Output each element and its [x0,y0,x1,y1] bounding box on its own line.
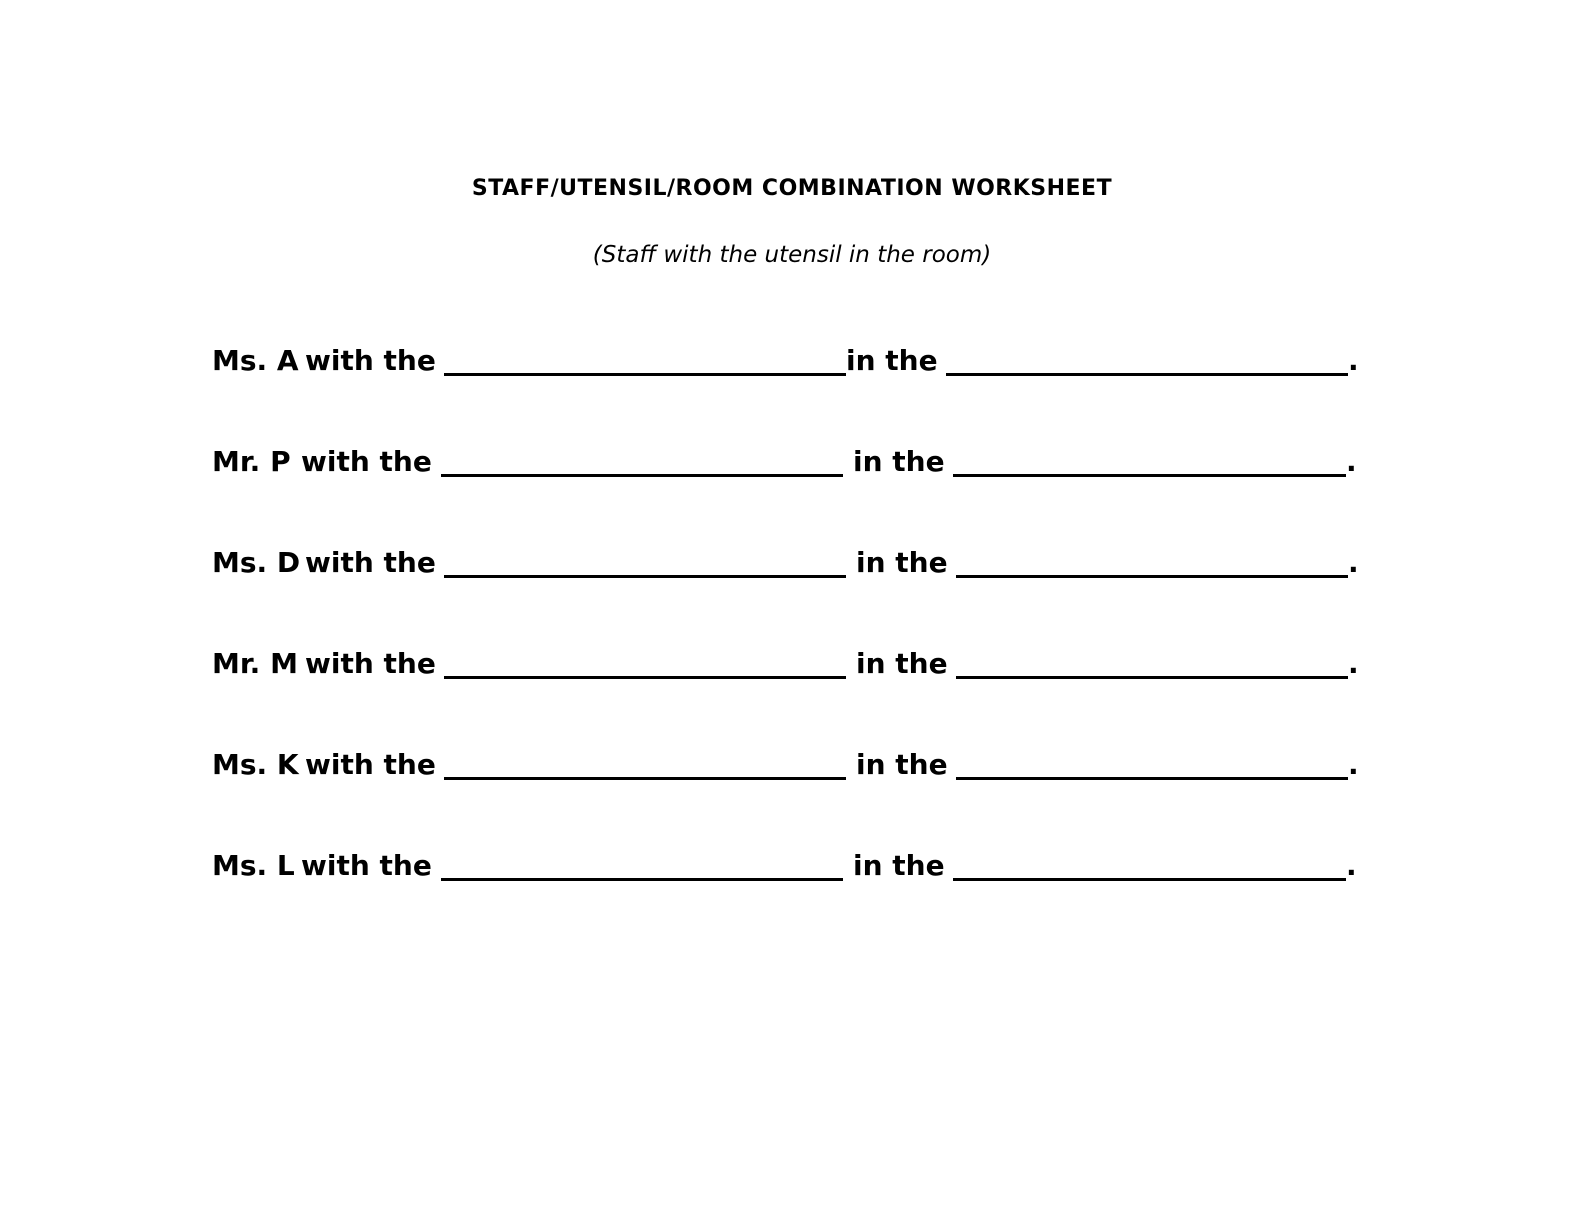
worksheet-row [212,745,1372,785]
staff-name: Ms. A [212,344,299,377]
worksheet-row [212,543,1372,583]
in-the-label: in the [856,546,948,579]
in-the-label: in the [853,445,945,478]
room-blank[interactable] [956,575,1348,578]
worksheet-subtitle: (Staff with the utensil in the room) [592,242,992,268]
worksheet-row [212,442,1372,482]
staff-name: Mr. P [212,445,291,478]
in-the-label: in the [853,849,945,882]
end-period: . [1348,344,1359,377]
end-period: . [1348,748,1359,781]
in-the-label: in the [856,647,948,680]
in-the-label: in the [856,748,948,781]
end-period: . [1346,445,1357,478]
utensil-blank[interactable] [441,474,843,477]
staff-name: Ms. K [212,748,299,781]
with-the-label: with the [301,849,432,882]
with-the-label: with the [301,445,432,478]
worksheet-row [212,341,1372,381]
staff-name: Ms. L [212,849,295,882]
end-period: . [1348,546,1359,579]
staff-name: Ms. D [212,546,301,579]
utensil-blank[interactable] [444,575,846,578]
room-blank[interactable] [953,474,1346,477]
in-the-label: in the [846,344,938,377]
with-the-label: with the [305,344,436,377]
room-blank[interactable] [956,676,1348,679]
with-the-label: with the [305,546,436,579]
end-period: . [1348,647,1359,680]
worksheet-row [212,644,1372,684]
worksheet-row [212,846,1372,886]
room-blank[interactable] [956,777,1348,780]
utensil-blank[interactable] [441,878,843,881]
staff-name: Mr. M [212,647,298,680]
room-blank[interactable] [946,373,1348,376]
worksheet-title: STAFF/UTENSIL/ROOM COMBINATION WORKSHEET [471,176,1113,201]
with-the-label: with the [305,748,436,781]
room-blank[interactable] [953,878,1346,881]
with-the-label: with the [305,647,436,680]
end-period: . [1346,849,1357,882]
utensil-blank[interactable] [444,373,846,376]
utensil-blank[interactable] [444,777,846,780]
utensil-blank[interactable] [444,676,846,679]
